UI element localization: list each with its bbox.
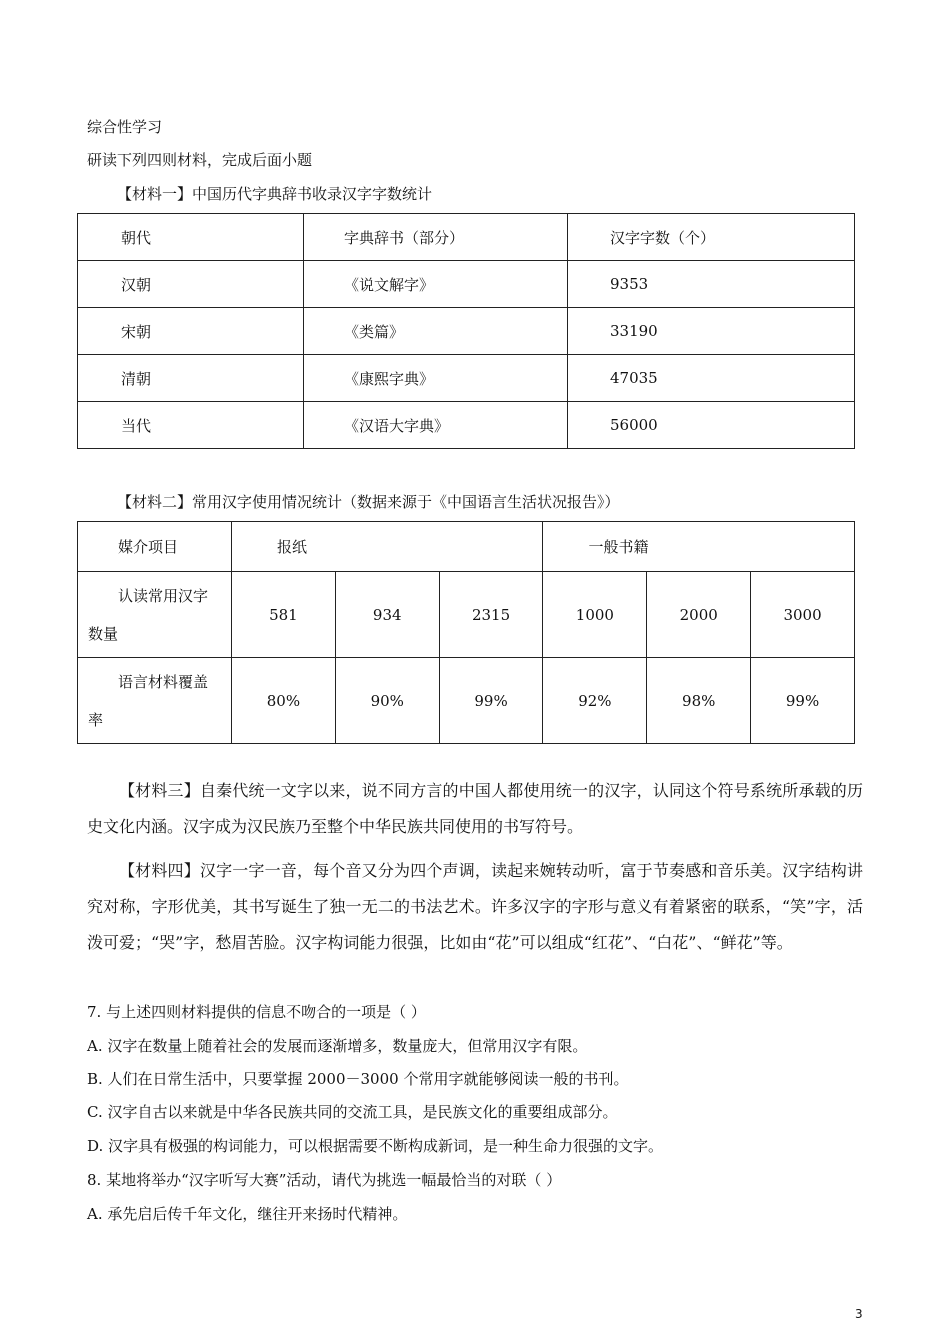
table-row [78, 572, 855, 658]
header-dynasty: 朝代 [78, 214, 304, 261]
cell-value: 581 [232, 572, 336, 658]
cell-value: 98% [647, 658, 751, 744]
header-general-books: 一般书籍 [543, 522, 855, 572]
cell-value: 90% [335, 658, 439, 744]
material3-text: 自秦代统一文字以来，说不同方言的中国人都使用统一的汉字，认同这个符号系统所承载的历史文化内涵。汉字成为汉民族乃至整个中华民族共同使用的书写符号。 [87, 781, 863, 836]
page-number: 3 [855, 1307, 863, 1321]
question-7-option-c: C. 汉字自古以来就是中华各民族共同的交流工具，是民族文化的重要组成部分。 [87, 1103, 618, 1121]
material1-title: 【材料一】中国历代字典辞书收录汉字字数统计 [117, 185, 433, 203]
cell-count: 56000 [568, 402, 855, 449]
header-char-count: 汉字字数（个） [568, 214, 855, 261]
table-row [78, 402, 855, 449]
table-header-row [78, 214, 855, 261]
question-8-stem: 8. 某地将举办“汉字听写大赛”活动，请代为挑选一幅最恰当的对联（ ） [87, 1171, 562, 1189]
material3-paragraph [87, 773, 863, 845]
cell-dynasty: 宋朝 [78, 308, 304, 355]
material1-table [77, 213, 855, 449]
table-header-row [78, 522, 855, 572]
question-7-option-b: B. 人们在日常生活中，只要掌握 2000－3000 个常用字就能够阅读一般的书刊。 [87, 1070, 629, 1088]
material2-table [77, 521, 855, 744]
cell-value: 99% [751, 658, 855, 744]
cell-count: 9353 [568, 261, 855, 308]
material4-tag: 【材料四】 [119, 861, 200, 880]
question-7-stem: 7. 与上述四则材料提供的信息不吻合的一项是（ ） [87, 1003, 426, 1021]
cell-dictionary: 《类篇》 [304, 308, 568, 355]
material4-text: 汉字一字一音，每个音又分为四个声调，读起来婉转动听，富于节奏感和音乐美。汉字结构讲究对称，字形优美，其书写诞生了独一无二的书法艺术。许多汉字的字形与意义有着紧密的联系，“笑”字，活泼可爱；“哭”字，愁眉苦脸。汉字构词能力很强，比如由“花”可以组成“红花”、“白花”、“鲜花”等。 [87, 861, 863, 952]
instruction: 研读下列四则材料，完成后面小题 [87, 151, 313, 169]
cell-dynasty: 汉朝 [78, 261, 304, 308]
table-row [78, 308, 855, 355]
material4-paragraph [87, 853, 863, 961]
cell-value: 92% [543, 658, 647, 744]
section-title: 综合性学习 [87, 118, 163, 136]
cell-dictionary: 《说文解字》 [304, 261, 568, 308]
cell-value: 2315 [439, 572, 543, 658]
table-row [78, 355, 855, 402]
cell-value: 80% [232, 658, 336, 744]
cell-value: 99% [439, 658, 543, 744]
question-8-option-a: A. 承先启后传千年文化，继往开来扬时代精神。 [87, 1205, 408, 1223]
table-row [78, 261, 855, 308]
cell-value: 1000 [543, 572, 647, 658]
cell-dynasty: 当代 [78, 402, 304, 449]
cell-dynasty: 清朝 [78, 355, 304, 402]
row-label-coverage: 语言材料覆盖 率 [78, 658, 232, 744]
cell-value: 934 [335, 572, 439, 658]
material3-tag: 【材料三】 [119, 781, 200, 800]
cell-dictionary: 《康熙字典》 [304, 355, 568, 402]
material2-title: 【材料二】常用汉字使用情况统计（数据来源于《中国语言生活状况报告》） [117, 493, 620, 511]
cell-value: 3000 [751, 572, 855, 658]
table-row [78, 658, 855, 744]
header-media-item: 媒介项目 [78, 522, 232, 572]
cell-value: 2000 [647, 572, 751, 658]
cell-count: 47035 [568, 355, 855, 402]
header-newspaper: 报纸 [232, 522, 543, 572]
cell-dictionary: 《汉语大字典》 [304, 402, 568, 449]
row-label-char-count: 认读常用汉字 数量 [78, 572, 232, 658]
header-dictionary: 字典辞书（部分） [304, 214, 568, 261]
question-7-option-a: A. 汉字在数量上随着社会的发展而逐渐增多，数量庞大，但常用汉字有限。 [87, 1037, 588, 1055]
cell-count: 33190 [568, 308, 855, 355]
question-7-option-d: D. 汉字具有极强的构词能力，可以根据需要不断构成新词，是一种生命力很强的文字。 [87, 1137, 664, 1155]
